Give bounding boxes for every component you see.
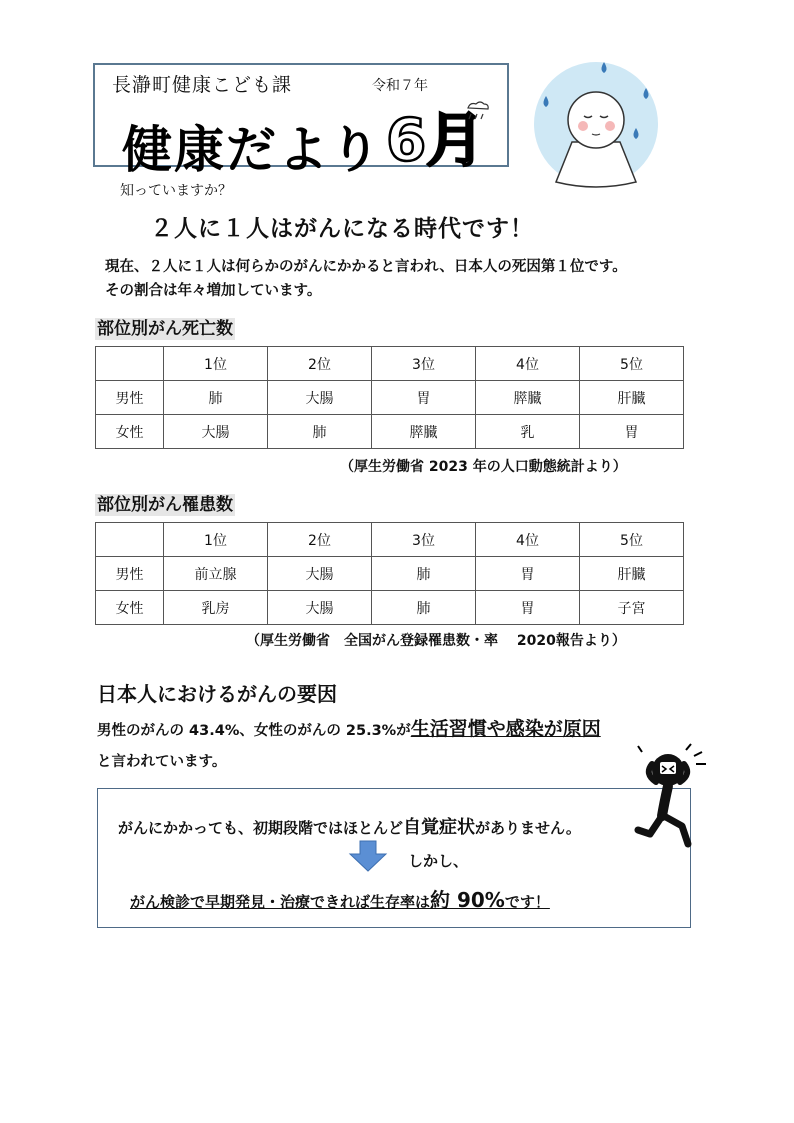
table-cell: 乳房 (164, 591, 268, 625)
table-header-cell: 4位 (476, 347, 580, 381)
table-corner-cell (96, 523, 164, 557)
table-row (96, 557, 684, 591)
intro-paragraph (105, 255, 627, 303)
month-graphic (382, 100, 492, 170)
row-label: 男性 (96, 557, 164, 591)
row-label: 女性 (96, 591, 164, 625)
table-row (96, 415, 684, 449)
table-cell: 胃 (476, 591, 580, 625)
intro-line-2: その割合は年々増加しています。 (105, 283, 322, 299)
row-label: 男性 (96, 381, 164, 415)
table-cell: 大腸 (268, 381, 372, 415)
table-cell: 大腸 (164, 415, 268, 449)
causes-title: 日本人におけるがんの要因 (97, 682, 337, 706)
table-header-cell: 1位 (164, 523, 268, 557)
table-cell: 胃 (580, 415, 684, 449)
department-name: 長瀞町健康こども課 (112, 74, 293, 96)
table-header-cell: 4位 (476, 523, 580, 557)
table-cell: 胃 (372, 381, 476, 415)
causes-highlight: 生活習慣や感染が原因 (410, 718, 601, 740)
table-cell: 乳 (476, 415, 580, 449)
table-header-cell: 5位 (580, 523, 684, 557)
deaths-section-title: 部位別がん死亡数 (97, 319, 233, 339)
note-line-3: がん検診で早期発見・治療できれば生存率は約 90%です！ (130, 888, 550, 912)
down-arrow-icon (348, 840, 388, 872)
causes-line-2: と言われています。 (97, 754, 227, 770)
table-header-cell: 3位 (372, 347, 476, 381)
teru-teru-bozu-illustration (528, 54, 664, 190)
table-cell: 前立腺 (164, 557, 268, 591)
table-header-cell: 5位 (580, 347, 684, 381)
incidence-section-title: 部位別がん罹患数 (97, 495, 233, 515)
deaths-source: （厚生労働省 2023 年の人口動態統計より） (340, 459, 627, 475)
table-header-cell: 2位 (268, 523, 372, 557)
table-header-row (96, 347, 684, 381)
lead-text: 知っていますか？ (120, 183, 232, 199)
table-row (96, 381, 684, 415)
month-label: 6月 (386, 106, 485, 170)
causes-line-1: 男性のがんの 43.4%、女性のがんの 25.3%が生活習慣や感染が原因 (97, 718, 601, 740)
incidence-source: （厚生労働省 全国がん登録罹患数・率 2020報告より） (246, 633, 626, 649)
table-header-cell: 3位 (372, 523, 476, 557)
table-cell: 肺 (372, 591, 476, 625)
table-corner-cell (96, 347, 164, 381)
table-header-cell: 2位 (268, 347, 372, 381)
table-cell: 肺 (268, 415, 372, 449)
table-cell: 肝臓 (580, 557, 684, 591)
main-headline: ２人に１人はがんになる時代です！ (150, 216, 534, 242)
table-cell: 大腸 (268, 591, 372, 625)
table-cell: 膵臓 (372, 415, 476, 449)
row-label: 女性 (96, 415, 164, 449)
panicked-person-illustration (628, 742, 720, 852)
table-row (96, 591, 684, 625)
table-header-row (96, 523, 684, 557)
intro-line-1: 現在、２人に１人は何らかのがんにかかると言われ、日本人の死因第１位です。 (105, 259, 627, 275)
table-cell: 肝臓 (580, 381, 684, 415)
table-cell: 肺 (372, 557, 476, 591)
table-cell: 大腸 (268, 557, 372, 591)
era-year: 令和７年 (372, 78, 428, 94)
table-header-cell: 1位 (164, 347, 268, 381)
table-cell: 肺 (164, 381, 268, 415)
table-cell: 膵臓 (476, 381, 580, 415)
newsletter-title: 健康だより (122, 121, 382, 179)
incidence-table (95, 522, 684, 625)
note-line-1: がんにかかっても、初期段階ではほとんど自覚症状がありません。 (118, 817, 581, 838)
deaths-table (95, 346, 684, 449)
table-cell: 子宮 (580, 591, 684, 625)
table-cell: 胃 (476, 557, 580, 591)
note-line-2: しかし、 (408, 852, 469, 870)
